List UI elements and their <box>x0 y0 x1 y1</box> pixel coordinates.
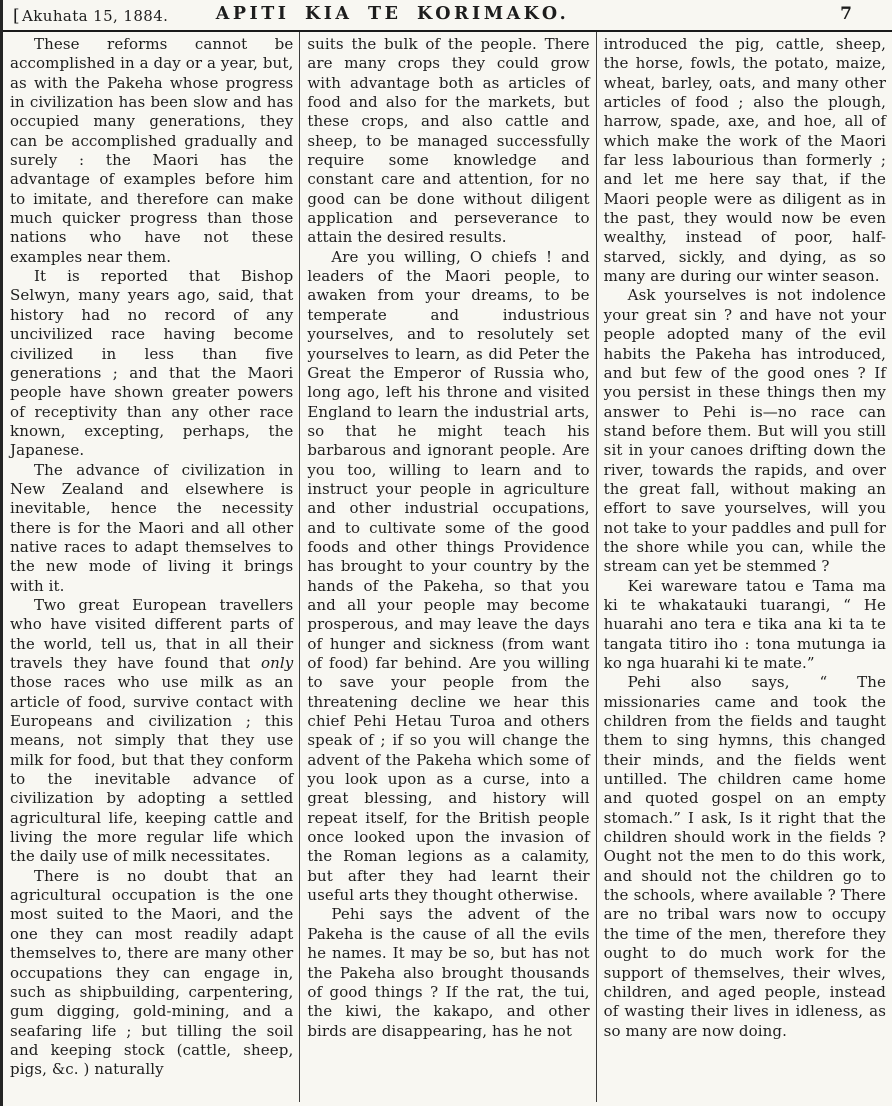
emphasized-text: only <box>260 654 294 672</box>
body-text: These reforms cannot be accomplished in a day or a year, but, as with the Pakeha whose progress in civilization has been slow and has occupied many generations, they can be accomplished gradually and surely : the Maori has the advantage of examples before him to imitate, and therefore can make much quicker progress than those nations who have not these examples near them. <box>10 35 294 266</box>
body-text: Pehi also says, “ The missionaries came and took the children from the fields and taught them to sing hymns, this changed their minds, and the fields went untilled. The children came home and quoted gospel on an empty stomach.” I ask, Is it right that the children should work in the fields ? Ought not the men to do this work, and should not the children go to the schools, where available ? There are no tribal wars now to occupy the time of the men, therefore they ought to do much work for the support of themselves, their wlves, children, and aged people, instead of wasting their lives in idleness, as so many are now doing. <box>603 673 886 1040</box>
paragraph <box>10 596 293 867</box>
issue-date-text: Akuhata 15, 1884. <box>22 7 169 25</box>
paragraph <box>307 905 589 1040</box>
body-text: those races who use milk as an article of food, survive contact with Europeans and civilization ; this means, not simply that they use milk for food, but that they conform to the inevitable advance of civilization by adopting a settled agricultural life, keeping cattle and living the more regular life which the daily use of milk necessitates. <box>10 673 294 866</box>
paragraph <box>604 286 886 576</box>
paragraph <box>10 867 293 1080</box>
page-header <box>3 0 892 30</box>
paragraph <box>10 267 293 460</box>
article-columns <box>3 32 892 1102</box>
body-text: Two great European travellers who have visited different parts of the world, tell us, that in all their travels they have found that <box>10 595 294 672</box>
body-text: introduced the pig, cattle, sheep, the horse, fowls, the potato, maize, wheat, barley, oats, and many other articles of food ; also the plough, harrow, spade, axe, and hoe, all of which make the work of the Maori far less labourious than formerly ; and let me here say that, if the Maori people were as diligent as in the past, they would now be even wealthy, instead of poor, half-starved, sickly, and dying, as so many are during our winter season. <box>603 35 886 286</box>
body-text: The advance of civilization in New Zealand and elsewhere is inevitable, hence the necessity there is for the Maori and all other native races to adapt themselves to the new mode of living it brings with it. <box>10 460 294 595</box>
body-text: Kei wareware tatou e Tama ma ki te whakatauki tuarangi, “ He huarahi ano tera e tika ana ki ta te tangata titiro iho : tona mutunga ia ko nga huarahi ki te mate.” <box>603 576 886 672</box>
page-title: APITI KIA TE KORIMAKO. <box>215 4 570 24</box>
column-2 <box>299 32 595 1102</box>
body-text: Ask yourselves is not indolence your great sin ? and have not your people adopted many of the evil habits the Pakeha has introduced, and but few of the good ones ? If you persist in these things then my answer to Pehi is—no race can stand before them. But will you still sit in your canoes drifting down the river, towards the rapids, and over the great fall, without making an effort to save yourselves, will you not take to your paddles and pull for the shore while you can, while the stream can yet be stemmed ? <box>603 286 886 576</box>
column-1 <box>3 32 299 1102</box>
column-3 <box>596 32 892 1102</box>
body-text: There is no doubt that an agricultural occupation is the one most suited to the Maori, and the one they can most readily adapt themselves to, there are many other occupations they can engage in, such as shipbuilding, carpentering, gum digging, gold-mining, and a seafaring life ; but tilling the soil and keeping stock (cattle, sheep, pigs, &c. ) naturally <box>10 866 294 1079</box>
body-text: Pehi says the advent of the Pakeha is the cause of all the evils he names. It may be so, but has not the Pakeha also brought thousands of good things ? If the rat, the tui, the kiwi, the kakapo, and other birds are disappearing, has he not <box>307 905 590 1040</box>
paragraph <box>604 673 886 1041</box>
body-text: Are you willing, O chiefs ! and leaders of the Maori people, to awaken from your dreams, to be temperate and industrious yourselves, and to resolutely set yourselves to learn, as did Peter the Great the Emperor of Russia who, long ago, left his throne and visited England to learn the industrial arts, so that he might teach his barbarous and ignorant people. Are you too, willing to learn and to instruct your people in agriculture and other industrial occupations, and to cultivate some of the good foods and other things Providence has brought to your country by the hands of the Pakeha, so that you and all your people may become prosperous, and may leave the days of hunger and sickness (from want of food) far behind. Are you willing to save your people from the threatening decline we hear this chief Pehi Hetau Turoa and others speak of ; if so you will change the advent of the Pakeha which some of you look upon as a curse, into a great blessing, and history will repeat itself, for the British people once looked upon the invasion of the Roman legions as a calamity, but after they had learnt their useful arts they thought otherwise. <box>307 247 590 905</box>
paragraph <box>307 35 589 248</box>
body-text: suits the bulk of the people. There are many crops they could grow with advantage both as articles of food and also for the markets, but these crops, and also cattle and sheep, to be managed successfully require some knowledge and constant care and attention, for no good can be done without diligent application and perseverance to attain the desired results. <box>307 35 590 247</box>
page-number: 7 <box>840 4 852 24</box>
paragraph <box>604 35 886 286</box>
body-text: It is reported that Bishop Selwyn, many years ago, said, that history had no record of any uncivilized race having become civilized in less than five generations ; and that the Maori people have shown greater powers of receptivity than any other race known, excepting, perhaps, the Japanese. <box>10 267 294 460</box>
bracket-mark: [ <box>13 6 21 26</box>
paragraph <box>307 248 589 906</box>
paragraph <box>10 461 293 596</box>
paragraph <box>10 35 293 267</box>
paragraph <box>604 577 886 674</box>
